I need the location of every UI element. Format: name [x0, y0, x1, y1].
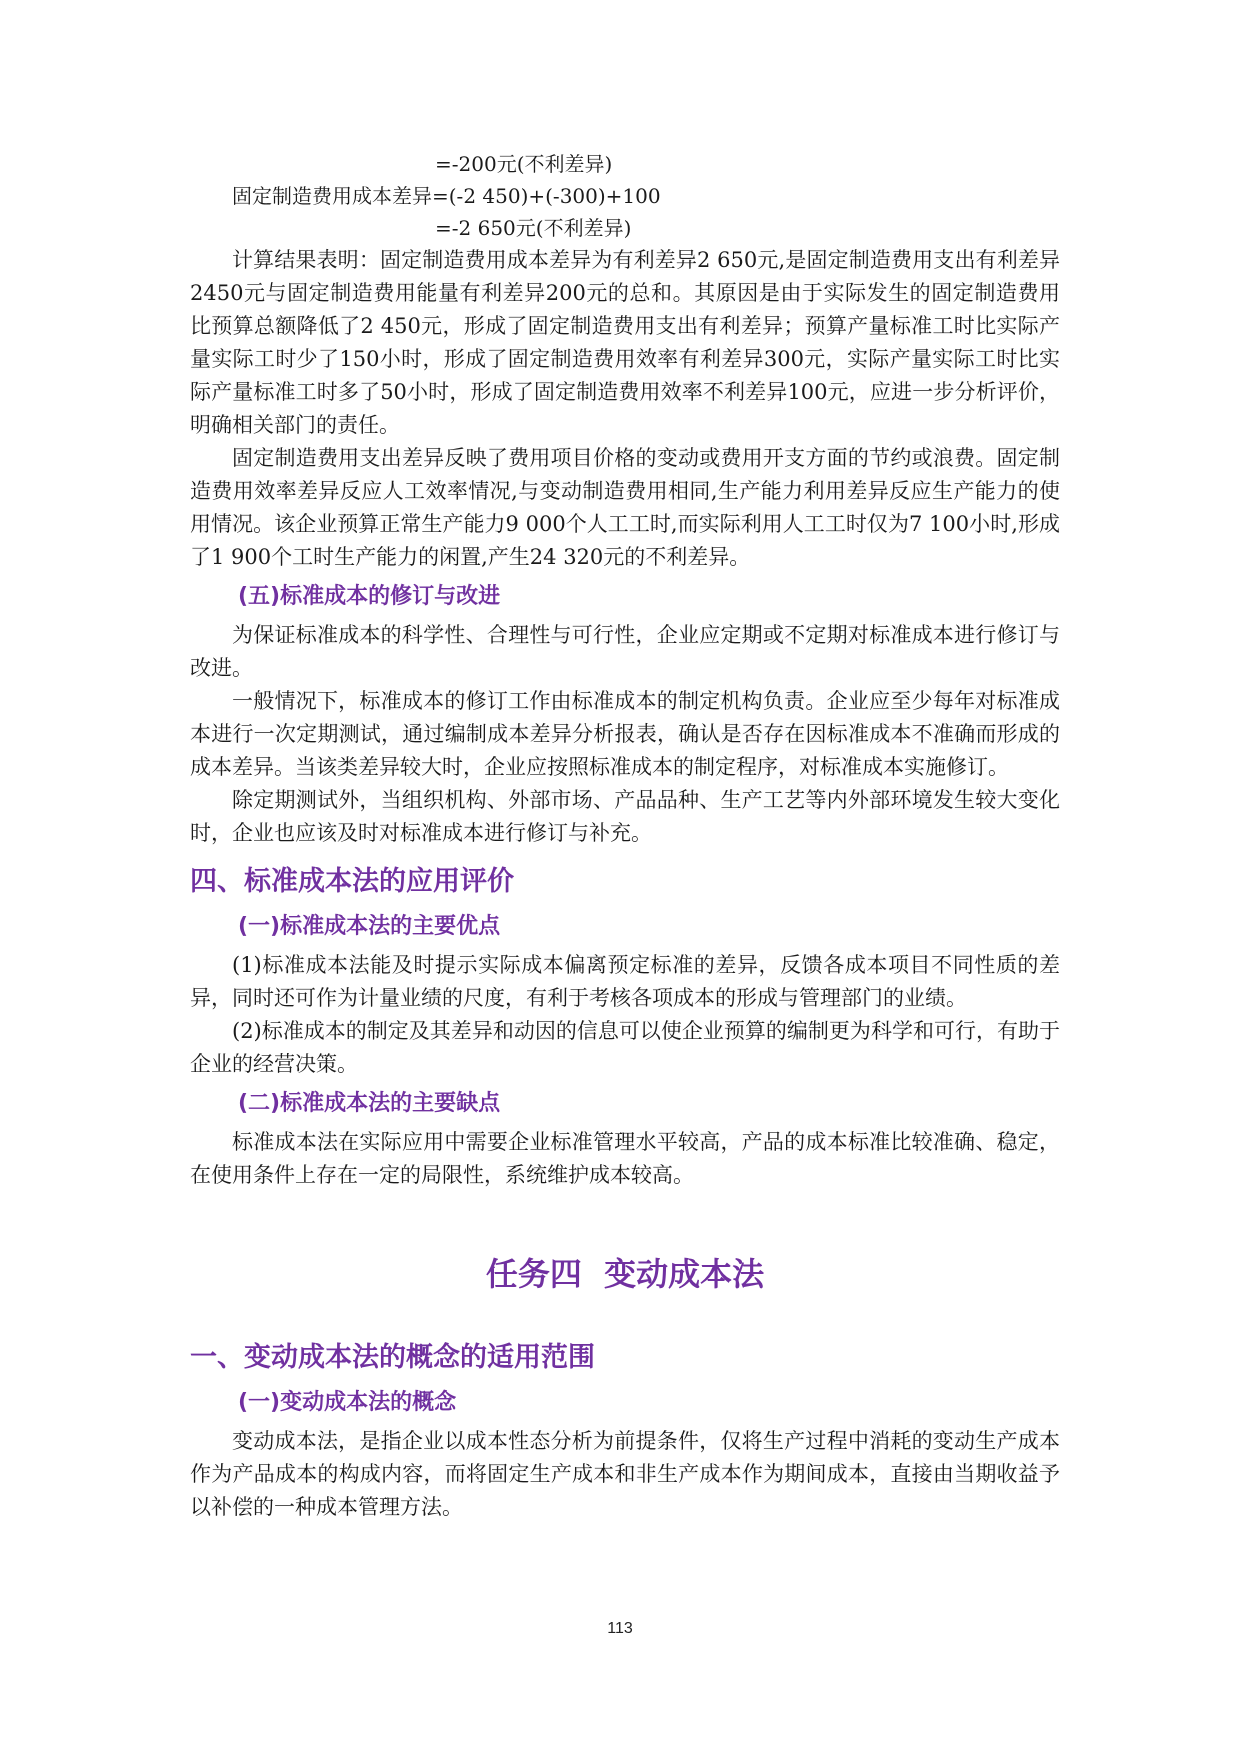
paragraph: 为保证标准成本的科学性、合理性与可行性，企业应定期或不定期对标准成本进行修订与改进。 [190, 623, 1060, 680]
section-heading: (一)标准成本法的主要优点 [238, 914, 501, 939]
formula-line: =-2 650元(不利差异) [435, 216, 632, 240]
paragraph: 标准成本法在实际应用中需要企业标准管理水平较高，产品的成本标准比较准确、稳定，在使用条件上存在一定的局限性，系统维护成本较高。 [190, 1130, 1060, 1187]
paragraph: (2)标准成本的制定及其差异和动因的信息可以使企业预算的编制更为科学和可行，有助于企业的经营决策。 [190, 1019, 1060, 1076]
formula-line: 固定制造费用成本差异=(-2 450)+(-300)+100 [232, 184, 661, 208]
paragraph: 计算结果表明：固定制造费用成本差异为有利差异2 650元,是固定制造费用支出有利差异2450元与固定制造费用能量有利差异200元的总和。其原因是由于实际发生的固定制造费用比预算总额降低了2 450元，形成了固定制造费用支出有利差异；预算产量标准工时比实际产量实际工时少了150小时，形成了固定制造费用效率有利差异300元，实际产量实际工时比实际产量标准工时多了50小时，形成了固定制造费用效率不利差异100元，应进一步分析评价，明确相关部门的责任。 [190, 248, 1060, 437]
section-heading: (五)标准成本的修订与改进 [238, 584, 501, 609]
page-content [190, 148, 1060, 1524]
paragraph: 除定期测试外，当组织机构、外部市场、产品品种、生产工艺等内外部环境发生较大变化时，企业也应该及时对标准成本进行修订与补充。 [190, 788, 1060, 845]
part-heading: 一、变动成本法的概念的适用范围 [190, 1342, 595, 1373]
paragraph: 变动成本法，是指企业以成本性态分析为前提条件，仅将生产过程中消耗的变动生产成本作为产品成本的构成内容，而将固定生产成本和非生产成本作为期间成本，直接由当期收益予以补偿的一种成本管理方法。 [190, 1429, 1060, 1519]
page-number: 113 [607, 1620, 633, 1637]
part-heading: 四、标准成本法的应用评价 [190, 866, 514, 897]
section-heading: (一)变动成本法的概念 [238, 1390, 457, 1415]
task-title: 任务四 变动成本法 [485, 1255, 765, 1293]
section-heading: (二)标准成本法的主要缺点 [238, 1091, 501, 1116]
paragraph: 固定制造费用支出差异反映了费用项目价格的变动或费用开支方面的节约或浪费。固定制造费用效率差异反应人工效率情况,与变动制造费用相同,生产能力利用差异反应生产能力的使用情况。该企业预算正常生产能力9 000个人工工时,而实际利用人工工时仅为7 100小时,形成了1 900个工时生产能力的闲置,产生24 320元的不利差异。 [190, 446, 1060, 569]
paragraph: 一般情况下，标准成本的修订工作由标准成本的制定机构负责。企业应至少每年对标准成本进行一次定期测试，通过编制成本差异分析报表，确认是否存在因标准成本不准确而形成的成本差异。当该类差异较大时，企业应按照标准成本的制定程序，对标准成本实施修订。 [190, 689, 1060, 779]
paragraph: (1)标准成本法能及时提示实际成本偏离预定标准的差异，反馈各成本项目不同性质的差异，同时还可作为计量业绩的尺度，有利于考核各项成本的形成与管理部门的业绩。 [190, 953, 1060, 1010]
formula-line: =-200元(不利差异) [435, 152, 613, 176]
